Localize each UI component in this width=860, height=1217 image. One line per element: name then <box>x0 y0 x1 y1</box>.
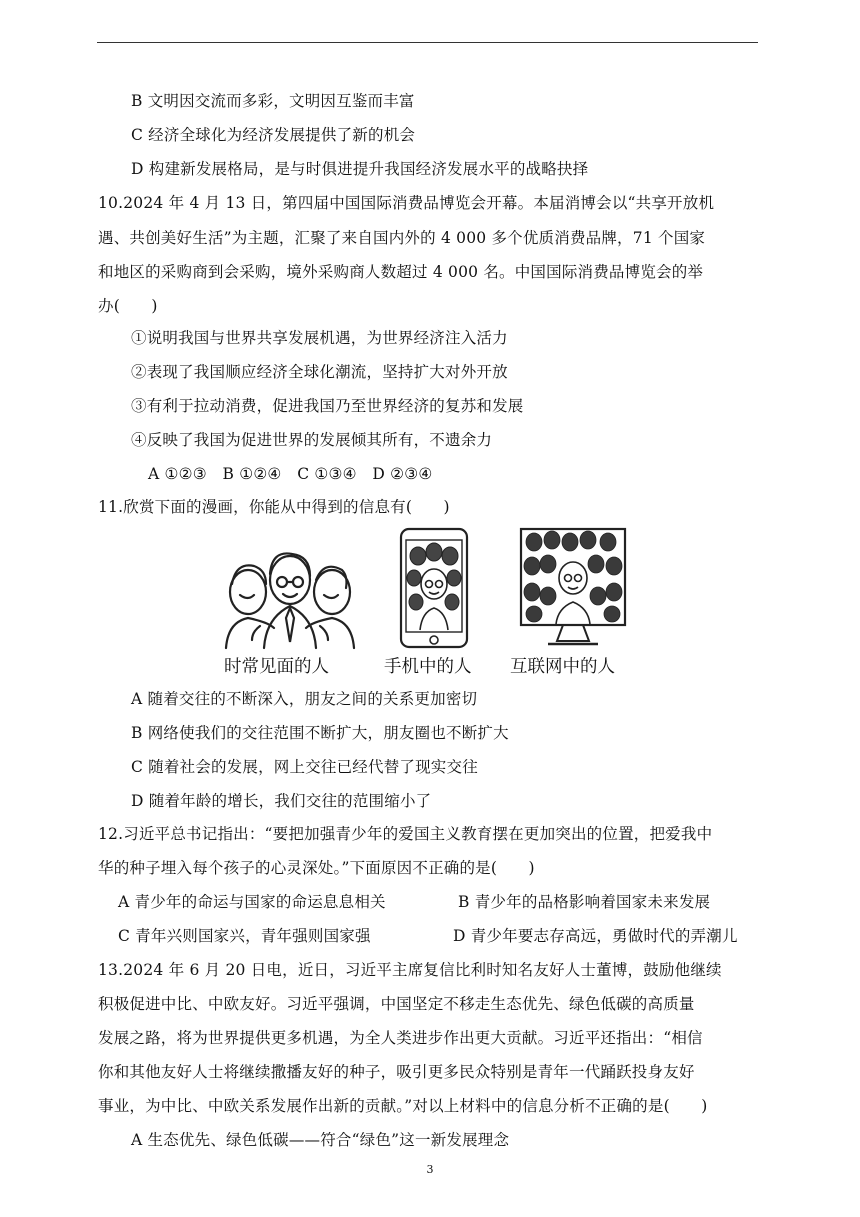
q10-stem-line-2: 遇、共创美好生活”为主题，汇聚了来自国内外的 4 000 多个优质消费品牌，71 个国家 <box>98 229 706 247</box>
q12-stem-line-1: 12.习近平总书记指出：“要把加强青少年的爱国主义教育摆在更加突出的位置，把爱我中 <box>98 825 713 843</box>
header-rule <box>97 42 758 43</box>
caption-internet: 互联网中的人 <box>510 657 615 677</box>
q13-stem-line-1: 13.2024 年 6 月 20 日电，近日，习近平主席复信比利时知名友好人士董博，鼓励他继续 <box>98 961 722 979</box>
q10-item-3: ③有利于拉动消费，促进我国乃至世界经济的复苏和发展 <box>131 397 524 415</box>
q12-option-a: A 青少年的命运与国家的命运息息相关 <box>118 893 386 911</box>
q10-stem-line-4: 办( ) <box>98 297 158 315</box>
q11-stem: 11.欣赏下面的漫画，你能从中得到的信息有( ) <box>98 498 450 516</box>
page-number: 3 <box>426 1163 434 1176</box>
q10-choices: A ①②③ B ①②④ C ①③④ D ②③④ <box>148 465 433 483</box>
q10-stem-line-1: 10.2024 年 4 月 13 日，第四届中国国际消费品博览会开幕。本届消博会以“共享开放机 <box>98 194 715 212</box>
q12-stem-line-2: 华的种子埋入每个孩子的心灵深处。”下面原因不正确的是( ) <box>98 859 535 877</box>
q11-option-c: C 随着社会的发展，网上交往已经代替了现实交往 <box>131 758 478 776</box>
q12-option-c: C 青年兴则国家兴，青年强则国家强 <box>118 927 371 945</box>
q10-item-2: ②表现了我国顺应经济全球化潮流，坚持扩大对外开放 <box>131 363 508 381</box>
q11-option-b: B 网络使我们的交往范围不断扩大，朋友圈也不断扩大 <box>131 724 509 742</box>
q10-item-4: ④反映了我国为促进世界的发展倾其所有，不遗余力 <box>131 431 493 449</box>
q10-item-1: ①说明我国与世界共享发展机遇，为世界经济注入活力 <box>131 329 508 347</box>
cartoon-internet-crowd <box>518 526 628 650</box>
cartoon-phone-friends <box>398 526 470 650</box>
q10-stem-line-3: 和地区的采购商到会采购，境外采购商人数超过 4 000 名。中国国际消费品博览会的举 <box>98 263 704 281</box>
q11-option-d: D 随着年龄的增长，我们交往的范围缩小了 <box>131 792 432 810</box>
prev-option-b: B 文明因交流而多彩，文明因互鉴而丰富 <box>131 92 415 110</box>
prev-option-c: C 经济全球化为经济发展提供了新的机会 <box>131 126 416 144</box>
q13-option-a: A 生态优先、绿色低碳——符合“绿色”这一新发展理念 <box>131 1131 510 1149</box>
prev-option-d: D 构建新发展格局，是与时俱进提升我国经济发展水平的战略抉择 <box>131 160 589 178</box>
q13-stem-line-4: 你和其他友好人士将继续撒播友好的种子，吸引更多民众特别是青年一代踊跃投身友好 <box>98 1063 695 1081</box>
q11-option-a: A 随着交往的不断深入，朋友之间的关系更加密切 <box>131 690 478 708</box>
q13-stem-line-2: 积极促进中比、中欧友好。习近平强调，中国坚定不移走生态优先、绿色低碳的高质量 <box>98 995 695 1013</box>
q13-stem-line-3: 发展之路，将为世界提供更多机遇，为全人类进步作出更大贡献。习近平还指出：“相信 <box>98 1029 703 1047</box>
cartoon-friends-in-person <box>220 540 360 650</box>
caption-in-person: 时常见面的人 <box>224 657 329 677</box>
q12-option-b: B 青少年的品格影响着国家未来发展 <box>458 893 711 911</box>
q13-stem-line-5: 事业，为中比、中欧关系发展作出新的贡献。”对以上材料中的信息分析不正确的是( ) <box>98 1097 708 1115</box>
q12-option-d: D 青少年要志存高远，勇做时代的弄潮儿 <box>453 927 738 945</box>
caption-phone: 手机中的人 <box>384 657 472 677</box>
